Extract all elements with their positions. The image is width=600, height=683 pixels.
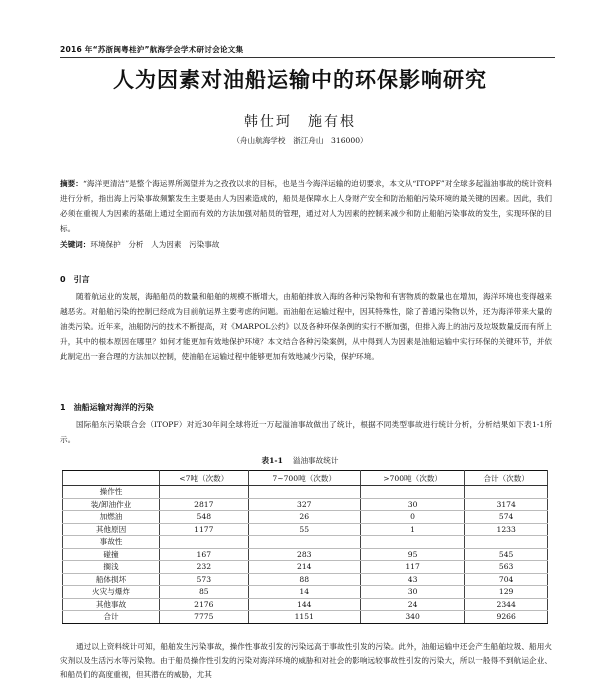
table-header-row xyxy=(63,471,548,486)
table-cell: 548 xyxy=(160,511,249,524)
table-cell: 船体损坏 xyxy=(63,573,160,586)
table-cell: 1177 xyxy=(160,523,249,536)
running-head: 2016 年“苏浙闽粤桂沪”航海学会学术研讨会论文集 xyxy=(60,45,244,54)
table-cell: 85 xyxy=(160,586,249,599)
table-group-label: 事故性 xyxy=(63,536,160,549)
section-pollution-text: 国际船东污染联合会（ITOPF）对近30年间全球将近一万起溢油事故做出了统计，根据不同类型事故进行统计分析，分析结果如下表1-1所示。 xyxy=(60,420,552,444)
table-cell: 129 xyxy=(465,586,548,599)
keywords xyxy=(60,237,552,252)
table-cell: 合计 xyxy=(63,611,160,624)
table-header-cell: 合计（次数） xyxy=(465,471,548,486)
abstract-label: 摘要： xyxy=(60,179,83,188)
table-cell: 1151 xyxy=(248,611,360,624)
table-cell: 火灾与爆炸 xyxy=(63,586,160,599)
authors: 韩仕珂 施有根 xyxy=(244,114,356,130)
abstract-text: “海洋更清洁”是整个海运界所渴望并为之孜孜以求的目标，也是当今海洋运输的迫切要求，本文从“ITOPF”对全球多起溢油事故的统计资料进行分析，指出海上污染事故频繁发生主要是由人为因素造成的，船员是保障水上人身财产安全和防治船舶污染环境的最关键的因素。因此，我们必须在重视人为因素的基础上通过全面而有效的方法加强对船员的管理，通过对人为因素的控制来减少和防止船舶污染事故的发生，实现环保的目标。 xyxy=(60,179,552,233)
keywords-text: 环境保护 分析 人为因素 污染事故 xyxy=(90,240,220,249)
table-cell: 0 xyxy=(360,511,464,524)
table-row xyxy=(63,498,548,511)
table-cell: 117 xyxy=(360,561,464,574)
table-cell: 装/卸油作业 xyxy=(63,498,160,511)
table-row xyxy=(63,511,548,524)
table-cell: 1 xyxy=(360,523,464,536)
table-cell: 327 xyxy=(248,498,360,511)
table-cell: 95 xyxy=(360,548,464,561)
table-row xyxy=(63,598,548,611)
table-cell: 55 xyxy=(248,523,360,536)
table-cell: 26 xyxy=(248,511,360,524)
section-heading-pollution: 1 油船运输对海洋的污染 xyxy=(60,403,154,412)
table-cell: 24 xyxy=(360,598,464,611)
header-rule xyxy=(60,57,555,58)
table-cell: 144 xyxy=(248,598,360,611)
table-cell: 碰撞 xyxy=(63,548,160,561)
table-cell: 214 xyxy=(248,561,360,574)
table-row xyxy=(63,523,548,536)
table-group-label: 操作性 xyxy=(63,486,160,499)
table-row xyxy=(63,561,548,574)
table-cell: 其他原因 xyxy=(63,523,160,536)
table-cell: 283 xyxy=(248,548,360,561)
table-cell: 2817 xyxy=(160,498,249,511)
table-header-cell: <7吨（次数） xyxy=(160,471,249,486)
table-header-cell: >700吨（次数） xyxy=(360,471,464,486)
table-row xyxy=(63,573,548,586)
section-intro-text: 随着航运业的发展，海船船员的数量和船舶的规模不断增大，由船舶排放入海的各种污染物和有害物质的数量也在增加，海洋环境也变得越来越恶劣。对船舶污染的控制已经成为目前航运界主要考虑的问题。而油船在运输过程中，因其特殊性，除了普通污染物以外，还为海洋带来大量的油类污染。近年来，油船防污的技术不断提高，对《MARPOL公约》以及各种环保条例的实行不断加强，但排入海上的油污及垃圾数量反而有所上升，其中的根本原因在哪里？如何才能更加有效地保护环境？本文结合各种污染案例，从中得到人为因素是油船运输中实行环保的关键环节，并依此制定出一套合理的方法加以控制，使油船在运输过程中能够更加有效地减少污染，保护环境。 xyxy=(60,292,552,361)
table-cell: 加燃油 xyxy=(63,511,160,524)
closing-paragraph: 通过以上资料统计可知，船舶发生污染事故，操作性事故引发的污染远高于事故性引发的污染。此外，油船运输中还会产生船舶垃圾、船用火灾剂以及生活污水等污染物。由于船员操作性引发的污染对海洋环境的威胁和对社会的影响远较事故性引发的污染大，所以一般得不到航运企业、和船员们的高度重视，但其潜在的威胁，尤其 xyxy=(60,642,552,679)
spill-statistics-table xyxy=(62,470,548,624)
table-cell: 9266 xyxy=(465,611,548,624)
table-row xyxy=(63,586,548,599)
table-caption-title: 溢油事故统计 xyxy=(292,456,339,465)
table-cell: 574 xyxy=(465,511,548,524)
table-header-cell: 7~700吨（次数） xyxy=(248,471,360,486)
table-cell: 2176 xyxy=(160,598,249,611)
table-cell: 340 xyxy=(360,611,464,624)
table-row xyxy=(63,548,548,561)
table-cell: 545 xyxy=(465,548,548,561)
affiliation: （舟山航海学校 浙江舟山 316000） xyxy=(232,136,368,145)
abstract xyxy=(60,176,552,236)
table-total-row xyxy=(63,611,548,624)
table-cell: 14 xyxy=(248,586,360,599)
table-cell: 43 xyxy=(360,573,464,586)
table-cell: 232 xyxy=(160,561,249,574)
table-header-cell xyxy=(63,471,160,486)
paper-title: 人为因素对油船运输中的环保影响研究 xyxy=(113,68,487,92)
table-cell: 88 xyxy=(248,573,360,586)
table-cell: 573 xyxy=(160,573,249,586)
table-caption xyxy=(0,455,600,466)
table-cell: 704 xyxy=(465,573,548,586)
table-cell: 搁浅 xyxy=(63,561,160,574)
table-cell: 563 xyxy=(465,561,548,574)
table-cell: 1233 xyxy=(465,523,548,536)
table-cell: 167 xyxy=(160,548,249,561)
table-cell: 30 xyxy=(360,498,464,511)
table-group-row xyxy=(63,536,548,549)
table-cell: 其他事故 xyxy=(63,598,160,611)
section-heading-intro: 0 引言 xyxy=(60,275,90,284)
table-group-row xyxy=(63,486,548,499)
table-cell: 3174 xyxy=(465,498,548,511)
table-cell: 7775 xyxy=(160,611,249,624)
table-caption-number: 表1-1 xyxy=(261,456,283,465)
table-cell: 30 xyxy=(360,586,464,599)
table-cell: 2344 xyxy=(465,598,548,611)
keywords-label: 关键词： xyxy=(60,240,91,249)
